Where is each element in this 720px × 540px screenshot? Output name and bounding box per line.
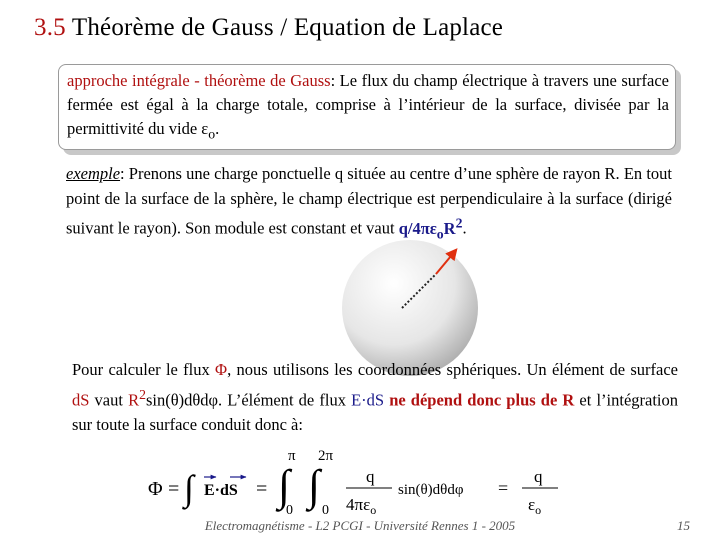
formula-lower1: 0: [286, 503, 293, 518]
formula-upper2: 2π: [318, 448, 334, 464]
formula-den2-sub: o: [535, 503, 542, 517]
calc-t2: , nous utilisons les coordonnées sphériques. Un élément de surface: [227, 360, 678, 379]
calc-t6: et l’intégration sur toute la surface conduit donc à:: [72, 390, 679, 434]
formula-den2-main: ε: [528, 495, 536, 514]
formula-q1: q: [366, 467, 375, 486]
definition-body: : Le flux du champ électrique à travers une surface fermée est égal à la charge totale, comprise à l’intérieur de la surface, divisée par la permittivité du vide ε: [67, 71, 669, 138]
formula-eq1: =: [168, 478, 180, 500]
definition-end: .: [215, 119, 220, 138]
example-end: .: [462, 218, 467, 238]
slide-title: [34, 14, 503, 42]
sphere-shape: [342, 240, 478, 376]
field-value-sub: o: [436, 225, 444, 241]
definition-highlight: approche intégrale - théorème de Gauss: [67, 71, 331, 90]
formula-upper1: π: [288, 448, 296, 464]
formula-integral: ∫: [184, 468, 194, 508]
calc-r-sup: 2: [139, 386, 146, 402]
surface-element: dS: [72, 390, 90, 409]
formula-den1-main: 4πε: [346, 495, 371, 514]
formula-sin: sin(θ)dθdφ: [398, 482, 464, 498]
title-text: Théorème de Gauss / Equation de Laplace: [65, 14, 504, 41]
definition-text: [67, 69, 669, 146]
example-label: exemple: [66, 164, 121, 183]
definition-sub: o: [208, 126, 216, 142]
formula-eq3: =: [498, 478, 509, 498]
formula-edotds: E·dS: [204, 482, 238, 499]
calc-t4: sin(θ)dθdφ. L’élément de flux: [145, 390, 352, 409]
formula-q2: q: [534, 467, 543, 486]
field-value-b: R: [443, 218, 456, 238]
formula-den2: [528, 495, 541, 517]
calc-bold: ne dépend donc plus de R: [389, 390, 575, 409]
formula-den1: [346, 495, 376, 517]
calc-t1: Pour calculer le flux: [72, 360, 216, 379]
example-text: : Prenons une charge ponctuelle q située au centre d’une sphère de rayon R. En tout point de la surface de la sphère, le champ électrique est perpendiculaire à la surface (dirigé suivant le rayon). Son module est constant et vaut: [66, 164, 672, 238]
page-number: 15: [677, 518, 690, 533]
formula-lower2: 0: [322, 503, 329, 518]
formula-phi: Φ: [148, 478, 163, 500]
section-number: 3.5: [34, 14, 66, 41]
calc-r: R: [128, 390, 140, 409]
formula-eq2: =: [256, 478, 268, 500]
footer-text: Electromagnétisme - L2 PCGI - Université Rennes 1 - 2005: [204, 518, 516, 533]
flux-element: E·dS: [351, 390, 385, 409]
flux-symbol: Φ: [215, 360, 228, 379]
definition-box: [58, 64, 676, 150]
field-value-a: q/4πε: [398, 218, 437, 238]
calc-t3: vaut: [89, 390, 129, 409]
field-value-sup: 2: [455, 215, 463, 230]
formula-int1: ∫: [278, 461, 291, 510]
calculation-paragraph: [72, 358, 678, 437]
formula-int2: ∫: [308, 461, 321, 510]
formula-den1-sub: o: [370, 503, 377, 517]
